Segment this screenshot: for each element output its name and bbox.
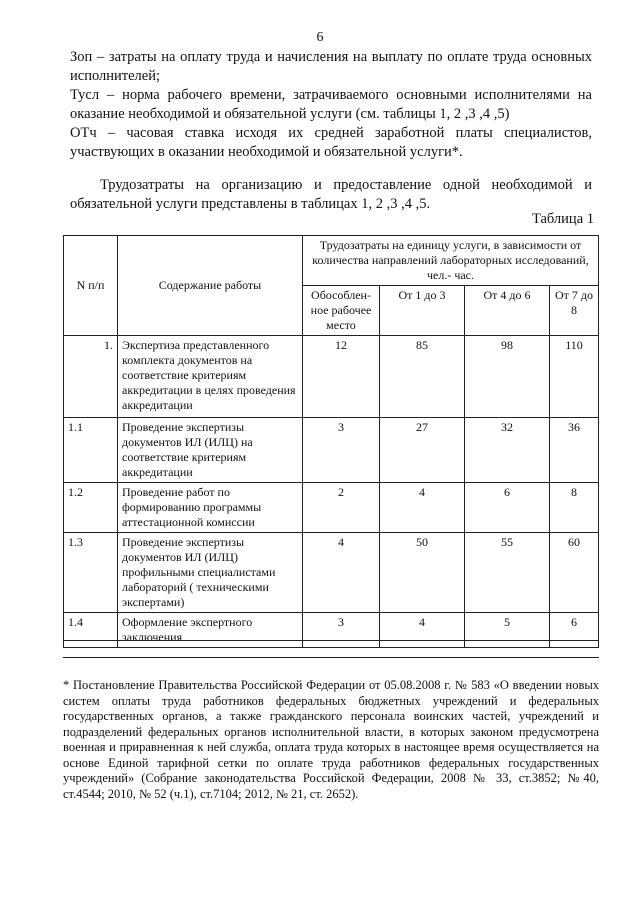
- row-value: 32: [465, 418, 550, 483]
- table-caption: Таблица 1: [531, 211, 594, 227]
- row-value: 110: [550, 336, 599, 418]
- table-row: [64, 533, 599, 613]
- row-value: 60: [550, 533, 599, 613]
- definition-tusl: Тусл – норма рабочего времени, затрачиваемого основными исполнителями на оказание необходимой и обязательной услуги (см. таблицы 1, 2 ,3 ,4 ,5): [70, 87, 592, 122]
- row-value: 2: [303, 483, 380, 533]
- row-work: Проведение работ по формированию программы аттестационной комиссии: [118, 483, 303, 533]
- divider-line: [63, 640, 599, 641]
- row-num: 1.2: [64, 483, 118, 533]
- row-num: 1.3: [64, 533, 118, 613]
- row-value: 50: [380, 533, 465, 613]
- row-value: 4: [380, 613, 465, 648]
- table-row: [64, 483, 599, 533]
- row-value: 6: [550, 613, 599, 648]
- row-work: Проведение экспертизы документов ИЛ (ИЛЦ) профильными специалистами лабораторий ( техническими экспертами): [118, 533, 303, 613]
- row-num: 1.1: [64, 418, 118, 483]
- row-value: 98: [465, 336, 550, 418]
- row-value: 36: [550, 418, 599, 483]
- table-row: [64, 418, 599, 483]
- row-value: 8: [550, 483, 599, 533]
- row-num: 1.: [64, 336, 118, 418]
- subheader-separate: Обособлен- ное рабочее место: [303, 286, 380, 336]
- definition-otch: ОТч – часовая ставка исходя их средней заработной платы специалистов, участвующих в оказании необходимой и обязательной услуги*.: [70, 125, 592, 160]
- definition-zop: Зоп – затраты на оплату труда и начисления на выплату по оплате труда основных исполнителей;: [70, 49, 592, 84]
- subheader-1-3: От 1 до 3: [380, 286, 465, 336]
- header-work: Содержание работы: [118, 236, 303, 336]
- row-work: Оформление экспертного заключения: [118, 613, 303, 648]
- row-value: 5: [465, 613, 550, 648]
- row-work: Проведение экспертизы документов ИЛ (ИЛЦ) на соответствие критериям аккредитации: [118, 418, 303, 483]
- header-labor-group: Трудозатраты на единицу услуги, в зависимости от количества направлений лабораторных исследований, чел.- час.: [303, 236, 599, 286]
- subheader-7-8: От 7 до 8: [550, 286, 599, 336]
- row-value: 4: [303, 533, 380, 613]
- subheader-4-6: От 4 до 6: [465, 286, 550, 336]
- divider-line: [63, 657, 599, 658]
- row-value: 55: [465, 533, 550, 613]
- row-work: Экспертиза представленного комплекта документов на соответствие критериям аккредитации в целях проведения аккредитации: [118, 336, 303, 418]
- row-value: 3: [303, 418, 380, 483]
- footnote: * Постановление Правительства Российской Федерации от 05.08.2008 г. № 583 «О введении новых систем оплаты труда работников федеральных бюджетных учреждений и федеральных государственных органов, а также гражданского персонала воинских частей, учреждений и подразделений федеральных органов исполнительной власти, в которых законом предусмотрена военная и приравненная к ней служба, оплата труда которых в настоящее время осуществляется на основе Единой тарифной сетки по оплате труда работников федеральных государственных учреждений» (Собрание законодательства Российской Федерации, 2008 № 33, ст.3852; №40, ст.4544; 2010, № 52 (ч.1), ст.7104; 2012, № 21, ст. 2652).: [63, 678, 599, 801]
- table-header-row: [64, 236, 599, 286]
- header-num: N п/п: [64, 236, 118, 336]
- row-num: 1.4: [64, 613, 118, 648]
- table-row: [64, 613, 599, 648]
- row-value: 27: [380, 418, 465, 483]
- intro-paragraph: Трудозатраты на организацию и предоставление одной необходимой и обязательной услуги представлены в таблицах 1, 2 ,3 ,4 ,5.: [70, 177, 592, 212]
- row-value: 6: [465, 483, 550, 533]
- row-value: 4: [380, 483, 465, 533]
- definitions: [70, 48, 592, 162]
- table-row: [64, 336, 599, 418]
- row-value: 85: [380, 336, 465, 418]
- row-value: 12: [303, 336, 380, 418]
- labor-cost-table: [63, 235, 599, 648]
- row-value: 3: [303, 613, 380, 648]
- page-number: 6: [316, 30, 324, 45]
